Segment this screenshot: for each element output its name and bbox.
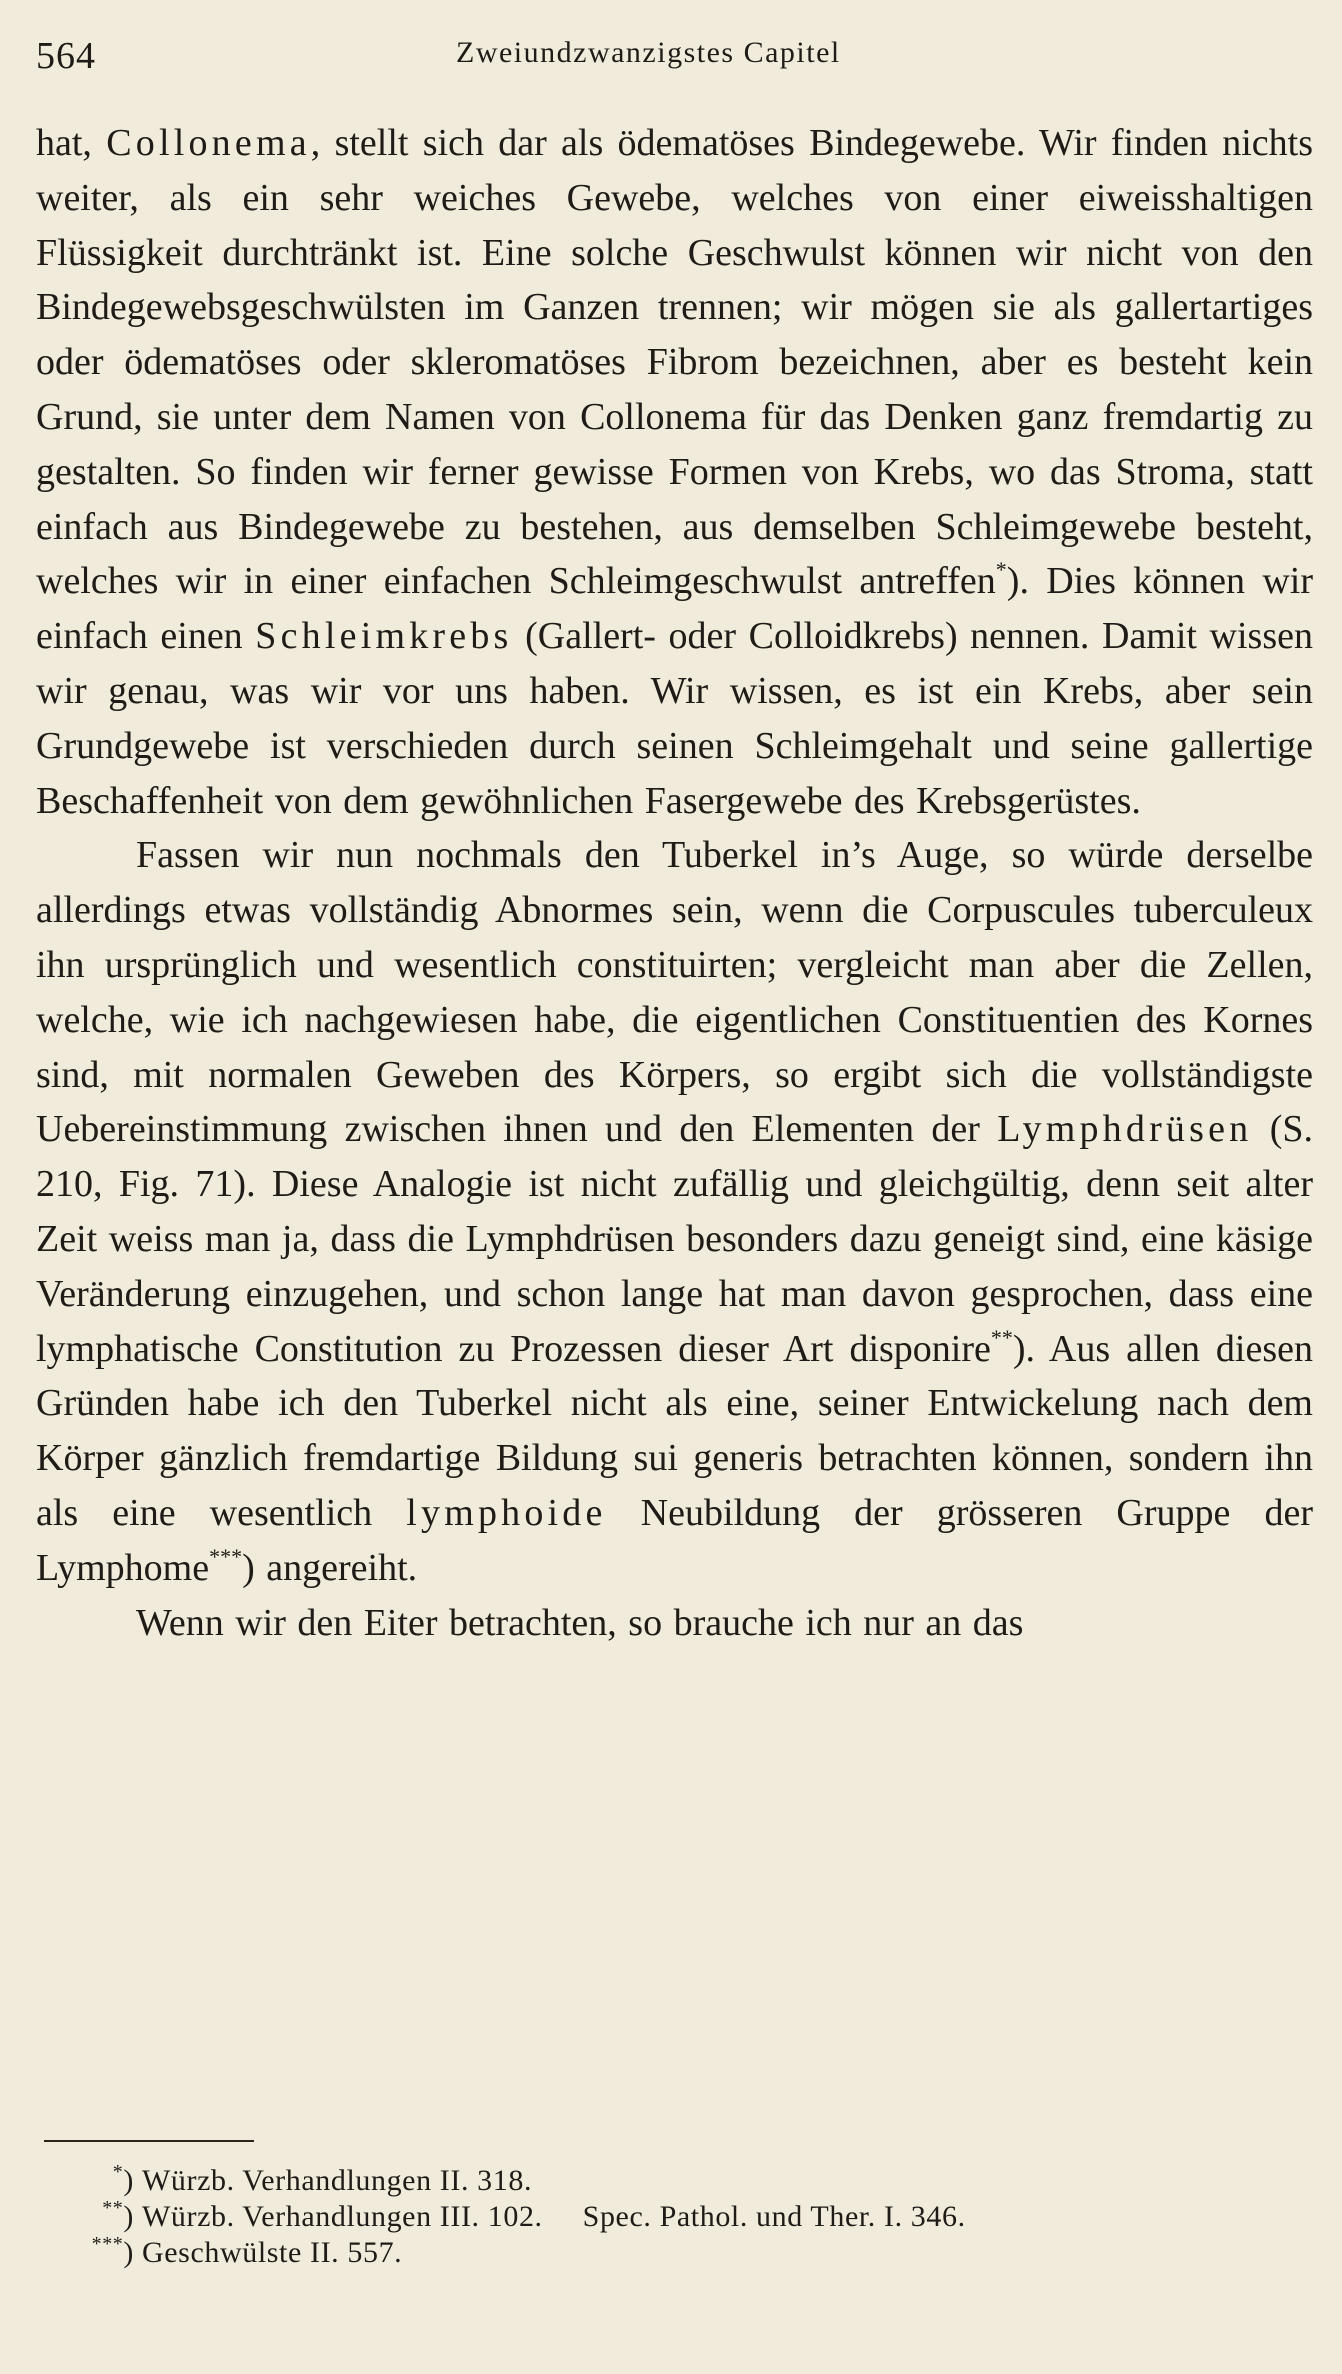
paragraph-2: Fassen wir nun nochmals den Tuberkel in’s Auge, so würde derselbe allerdings etwas vollständig Abnormes sein, wenn die Corpuscules tuberculeux ihn ursprünglich und wesentlich constituirten; vergleicht man aber die Zellen, welche, wie ich nachgewiesen habe, die eigentlichen Constituentien des Kornes sind, mit normalen Geweben des Körpers, so ergibt sich die vollständigste Uebereinstimmung zwischen ihnen und den Elementen der Lymphdrüsen (S. 210, Fig. 71). Diese Analogie ist nicht zufällig und gleichgültig, denn seit alter Zeit weiss man ja, dass die Lymphdrüsen besonders dazu geneigt sind, eine käsige Veränderung einzugehen, und schon lange hat man davon gesprochen, dass eine lymphatische Constitution zu Prozessen dieser Art disponire**). Aus allen diesen Gründen habe ich den Tuberkel nicht als eine, seiner Entwickelung nach dem Körper gänzlich fremdartige Bildung sui generis betrachten können, sondern ihn als eine wesentlich lymphoide Neubildung der grösseren Gruppe der Lymphome***) angereiht.	[36, 834, 1313, 1589]
footnotes	[80, 2163, 1280, 2271]
footnote-1: *) Würzb. Verhandlungen II. 318.	[112, 2161, 533, 2197]
footnote-mark: *	[112, 2161, 124, 2183]
footnote-2: **) Würzb. Verhandlungen III. 102. Spec. Pathol. und Ther. I. 346.	[102, 2197, 966, 2233]
paragraph-1: hat, Collonema, stellt sich dar als ödematöses Bindegewebe. Wir finden nichts weiter, als ein sehr weiches Gewebe, welches von einer eiweisshaltigen Flüssigkeit durchtränkt ist. Eine solche Geschwulst können wir nicht von den Bindegewebsgeschwülsten im Ganzen trennen; wir mögen sie als gallertartiges oder ödematöses oder skleromatöses Fibrom bezeichnen, aber es besteht kein Grund, sie unter dem Namen von Collonema für das Denken ganz fremdartig zu gestalten. So finden wir ferner gewisse Formen von Krebs, wo das Stroma, statt einfach aus Bindegewebe zu bestehen, aus demselben Schleimgewebe besteht, welches wir in einer einfachen Schleimgeschwulst antreffen*). Dies können wir einfach einen Schleimkrebs (Gallert- oder Colloidkrebs) nennen. Damit wissen wir genau, was wir vor uns haben. Wir wissen, es ist ein Krebs, aber sein Grundgewebe ist verschieden durch seinen Schleimgehalt und seine gallertige Beschaffenheit von dem gewöhnlichen Fasergewebe des Krebsgerüstes.	[36, 122, 1314, 822]
footnote-mark: ***	[91, 2233, 124, 2255]
page-header	[36, 34, 1312, 84]
footnote-ref-3: ***	[209, 1543, 243, 1569]
spaced-term-lymphdruesen: Lymphdrüsen	[997, 1108, 1253, 1151]
footnote-text: Geschwülste II. 557.	[142, 2236, 403, 2269]
footnote-ref-1: *	[995, 557, 1007, 583]
footnote-rule	[44, 2140, 254, 2142]
running-head: Zweiundzwanzigstes Capitel	[456, 36, 841, 69]
footnote-text: Würzb. Verhandlungen III. 102.	[142, 2200, 543, 2233]
footnote-extra: Spec. Pathol. und Ther. I. 346.	[582, 2200, 966, 2233]
page-number: 564	[36, 35, 96, 77]
footnote-text: Würzb. Verhandlungen II. 318.	[142, 2164, 533, 2197]
spaced-term-schleimkrebs: Schleimkrebs	[255, 615, 513, 658]
body-text	[36, 116, 1313, 1650]
paragraph-3: Wenn wir den Eiter betrachten, so brauche ich nur an das	[136, 1601, 1024, 1644]
footnote-3: ***) Geschwülste II. 557.	[91, 2233, 403, 2269]
spaced-term-collonema: Collonema	[106, 122, 311, 164]
footnote-ref-2: **	[990, 1324, 1013, 1350]
spaced-term-lymphoide: lymphoide	[406, 1491, 607, 1534]
footnote-mark: **	[102, 2197, 124, 2219]
